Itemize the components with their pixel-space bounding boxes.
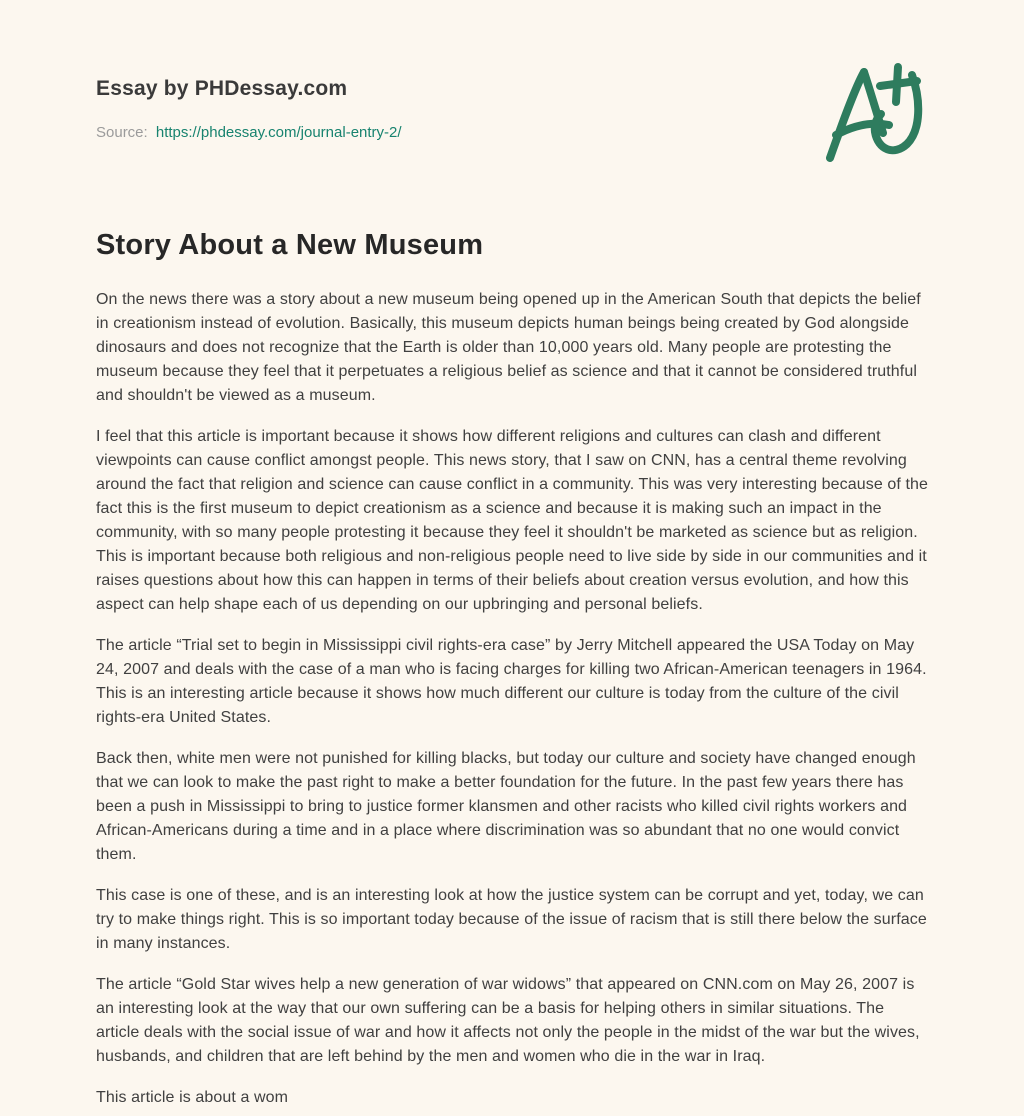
source-label: Source: — [96, 124, 148, 141]
page-title: Story About a New Museum — [96, 229, 484, 261]
a-plus-logo-icon — [824, 149, 924, 166]
paragraph-6: The article “Gold Star wives help a new generation of war widows” that appeared on CNN.com on May 26, 2007 is an interesting look at the way that our own suffering can be a basis for helping others in similar situations. The article deals with the social issue of war and how it affects not only the people in the midst of the war but the wives, husbands, and children that are left behind by the men and women who die in the war in Iraq. — [96, 976, 920, 1065]
source-line — [96, 124, 928, 142]
paragraph-4: Back then, white men were not punished for killing blacks, but today our culture and society have changed enough that we can look to make the past right to make a better foundation for the future. In the past few years there has been a push in Mississippi to bring to justice former klansmen and other racists who killed civil rights workers and African-Americans during a time and in a place where discrimination was so abundant that no one would convict them. — [96, 750, 916, 863]
page-header — [96, 76, 928, 142]
source-url-link[interactable]: https://phdessay.com/journal-entry-2/ — [155, 124, 402, 141]
phdessay-logo — [824, 62, 924, 162]
byline: Essay by PHDessay.com — [96, 77, 348, 100]
essay-body — [96, 288, 928, 1110]
paragraph-5: This case is one of these, and is an interesting look at how the justice system can be corrupt and yet, today, we can try to make things right. This is so important today because of the issue of racism that is still there below the surface in many instances. — [96, 887, 927, 952]
essay-content — [96, 228, 928, 1110]
paragraph-3: The article “Trial set to begin in Mississippi civil rights-era case” by Jerry Mitchell appeared the USA Today on May 24, 2007 and deals with the case of a man who is facing charges for killing two African-American teenagers in 1964. This is an interesting article because it shows how much different our culture is today from the culture of the civil rights-era United States. — [96, 637, 927, 726]
paragraph-2: I feel that this article is important because it shows how different religions and cultures can clash and different viewpoints can cause conflict amongst people. This news story, that I saw on CNN, has a central theme revolving around the fact that religion and science can cause conflict in a community. This was very interesting because of the fact this is the first museum to depict creationism as a science and because it is making such an impact in the community, with so many people protesting it because they feel it shouldn't be marketed as science but as religion. This is important because both religious and non-religious people need to live side by side in our communities and it raises questions about how this can happen in terms of their beliefs about creation versus evolution, and how this aspect can help shape each of us depending on our upbringing and personal beliefs. — [96, 428, 928, 613]
paragraph-7-truncated: This article is about a wom — [96, 1089, 289, 1106]
paragraph-1: On the news there was a story about a new museum being opened up in the American South that depicts the belief in creationism instead of evolution. Basically, this museum depicts human beings being created by God alongside dinosaurs and does not recognize that the Earth is older than 10,000 years old. Many people are protesting the museum because they feel that it perpetuates a religious belief as science and that it cannot be considered truthful and shouldn't be viewed as a museum. — [96, 291, 921, 404]
